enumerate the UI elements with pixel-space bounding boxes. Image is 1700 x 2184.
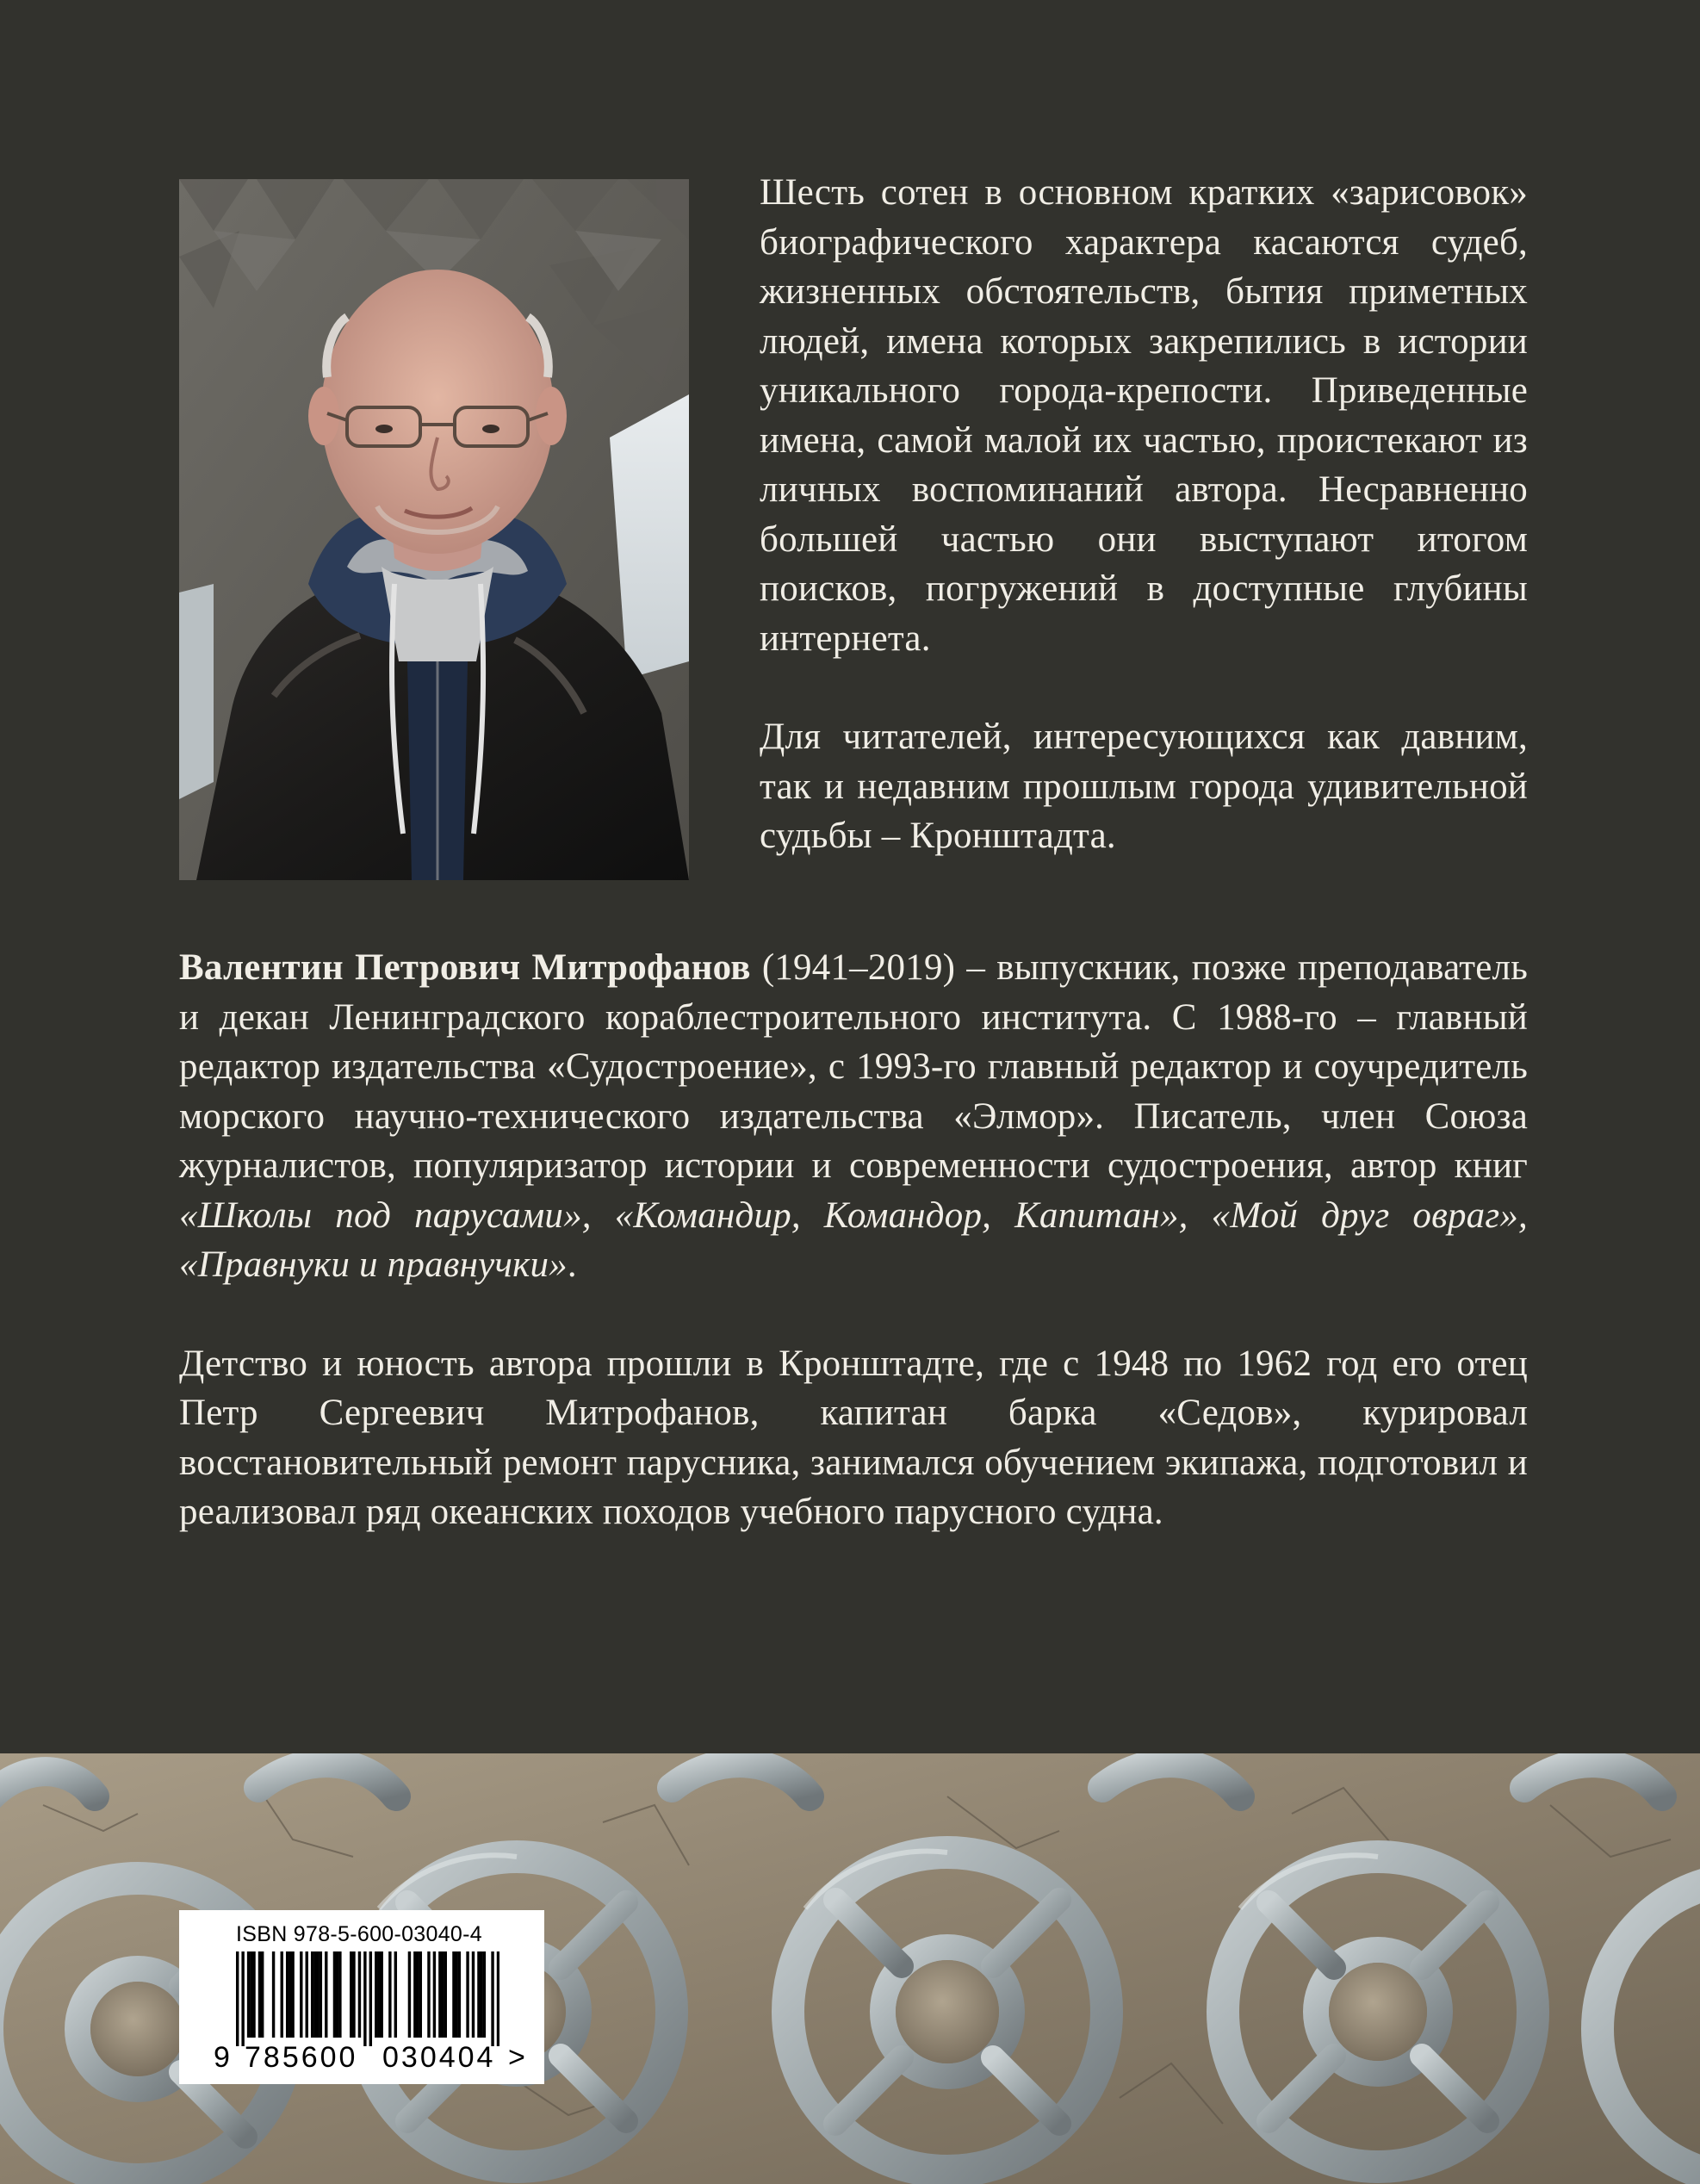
barcode-bar — [286, 1951, 289, 2038]
barcode-bar — [300, 1951, 302, 2038]
barcode-bar — [408, 1951, 411, 2038]
bio-paragraph-1 — [179, 943, 1528, 1290]
barcode-bar — [281, 1951, 283, 2038]
barcode-bar — [272, 1951, 275, 2038]
barcode-bar — [320, 1951, 322, 2038]
barcode-bar — [441, 1951, 444, 2038]
barcode-end-mark: > — [508, 2041, 525, 2074]
barcode-bar — [394, 1951, 397, 2038]
author-photo — [179, 179, 689, 880]
barcode-bar — [316, 1951, 319, 2038]
barcode-bar — [388, 1951, 391, 2038]
barcode-bar — [466, 1951, 468, 2038]
barcode-bar — [261, 1951, 264, 2038]
barcode-bar — [241, 1951, 244, 2046]
barcode-bar — [363, 1951, 366, 2046]
barcode-bar — [325, 1951, 327, 2038]
barcode-bar — [338, 1951, 341, 2038]
bio-text-part-2: . — [567, 1244, 577, 1285]
barcode-digits-right: 030404 — [382, 2041, 496, 2074]
barcode-bar — [416, 1951, 419, 2038]
bio-paragraph-2: Детство и юность автора прошли в Кронштадте, где с 1948 по 1962 год его отец Петр Сергеевич Митрофанов, капитан барка «Седов», курировал восстановительный ремонт парусника, занимался обучением экипажа, подготовил и реализовал ряд океанских походов учебного парусного судна. — [179, 1343, 1528, 1532]
barcode-bar — [350, 1951, 352, 2038]
author-books: «Школы под парусами», «Командир, Командор, Капитан», «Мой друг овраг», «Правнуки и правнучки» — [179, 1194, 1528, 1285]
barcode-bar — [455, 1951, 457, 2038]
barcode-bar — [491, 1951, 493, 2046]
isbn-barcode — [179, 1910, 544, 2084]
barcode-digit-first: 9 — [214, 2041, 230, 2074]
barcode-bar — [258, 1951, 261, 2038]
barcode-bar — [472, 1951, 475, 2038]
barcode-bar — [377, 1951, 380, 2038]
barcode-bar — [444, 1951, 447, 2038]
bio-text-part-1: (1941–2019) – выпускник, позже преподаватель и декан Ленинградского кораблестроительного института. С 1988-го – главный редактор издательства «Судостроение», с 1993-го главный редактор и соучредитель морского научно-технического издательства «Элмор». Писатель, член Союза журналистов, популяризатор истории и современности судостроения, автор книг — [179, 947, 1528, 1186]
barcode-bar — [375, 1951, 377, 2038]
barcode-digits — [214, 2041, 524, 2075]
barcode-bar — [477, 1951, 480, 2038]
barcode-bar — [480, 1951, 482, 2038]
barcode-bar — [452, 1951, 455, 2038]
barcode-bar — [433, 1951, 436, 2038]
barcode-bar — [311, 1951, 313, 2038]
barcode-bar — [336, 1951, 338, 2038]
barcode-bar — [333, 1951, 336, 2038]
barcode-bar — [306, 1951, 308, 2038]
barcode-bar — [250, 1951, 252, 2038]
barcode-bar — [358, 1951, 361, 2038]
barcode-bar — [352, 1951, 355, 2038]
isbn-label: ISBN 978-5-600-03040-4 — [236, 1922, 482, 1946]
barcode-bar — [438, 1951, 441, 2038]
barcode-digits-left: 785600 — [245, 2041, 358, 2074]
description-paragraph-2: Для читателей, интересующихся как давним, так и недавним прошлым города удивительной судьбы – Кронштадта. — [760, 717, 1528, 856]
barcode-bar — [236, 1951, 239, 2046]
barcode-bar — [427, 1951, 430, 2038]
barcode-bar — [497, 1951, 499, 2046]
description-paragraph-1: Шесть сотен в основном кратких «зарисовок» биографического характера касаются судеб, жизненных обстоятельств, бытия приметных людей, имена которых закрепились в истории уникального города-крепости. Приведенные имена, самой малой их частью, проистекают из личных воспоминаний автора. Несравненно большей частью они выступают итогом поисков, погружений в доступные глубины интернета. — [760, 172, 1528, 659]
barcode-bar — [458, 1951, 461, 2038]
book-description — [760, 168, 1528, 861]
barcode-bar — [483, 1951, 486, 2038]
barcode-bar — [247, 1951, 250, 2038]
barcode-bar — [369, 1951, 372, 2046]
author-name: Валентин Петрович Митрофанов — [179, 947, 751, 988]
barcode-bar — [413, 1951, 416, 2038]
barcode-bar — [419, 1951, 422, 2038]
barcode-bar — [289, 1951, 291, 2038]
barcode-bar — [313, 1951, 316, 2038]
barcode-bars — [236, 1951, 499, 2046]
barcode-bar — [252, 1951, 255, 2038]
barcode-bar — [380, 1951, 382, 2038]
barcode-bar — [291, 1951, 294, 2038]
author-biography — [179, 943, 1528, 1537]
